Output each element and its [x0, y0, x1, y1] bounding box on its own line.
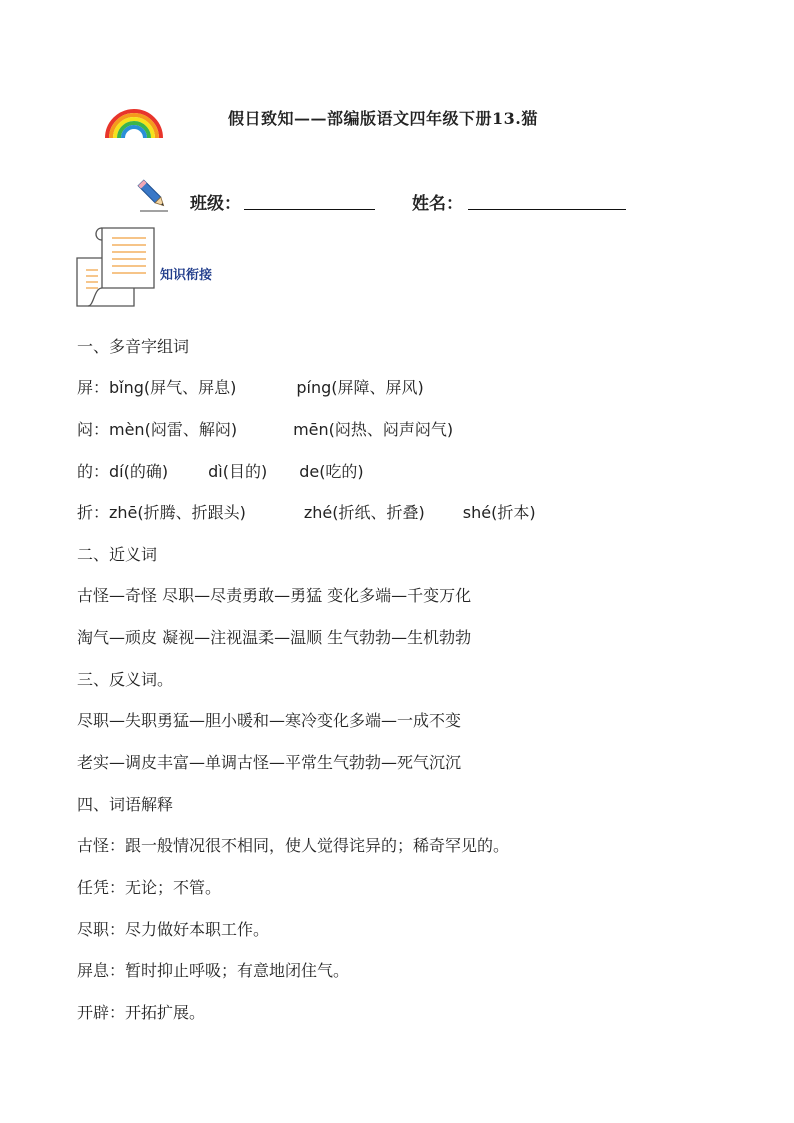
polyphonic-line-1 [77, 377, 424, 399]
polyphonic-3b: dì(目的) [208, 462, 268, 481]
polyphonic-line-4 [77, 502, 536, 524]
class-label: 班级： [190, 194, 241, 214]
heading-polyphonic: 一、多音字组词 [77, 337, 190, 356]
polyphonic-4b: zhé(折纸、折叠) [303, 503, 425, 522]
synonyms-line-2: 淘气—顽皮 凝视—注视温柔—温顺 生气勃勃—生机勃勃 [77, 628, 472, 647]
scroll-document-icon [74, 226, 158, 310]
definition-kaipi: 开辟：开拓扩展。 [77, 1003, 206, 1022]
antonyms-line-1: 尽职—失职勇猛—胆小暖和—寒冷变化多端—一成不变 [77, 711, 462, 730]
pencil-icon [136, 178, 170, 214]
polyphonic-3c: de(吃的) [299, 462, 364, 481]
polyphonic-1a: 屏：bǐng(屏气、屏息) [77, 378, 237, 397]
rainbow-icon [104, 106, 164, 140]
polyphonic-line-2 [77, 419, 453, 441]
antonyms-line-2: 老实—调皮丰富—单调古怪—平常生气勃勃—死气沉沉 [77, 753, 462, 772]
name-input-line[interactable] [468, 209, 626, 210]
polyphonic-2b: mēn(闷热、闷声闷气) [293, 420, 454, 439]
definition-jinzhi: 尽职：尽力做好本职工作。 [77, 920, 270, 939]
definition-guguai: 古怪：跟一般情况很不相同，使人觉得诧异的；稀奇罕见的。 [77, 836, 510, 855]
definition-pingxi: 屏息：暂时抑止呼吸；有意地闭住气。 [77, 961, 350, 980]
section-tag: 知识衔接 [160, 268, 213, 283]
polyphonic-4c: shé(折本) [462, 503, 536, 522]
polyphonic-line-3 [77, 461, 364, 483]
name-label: 姓名： [412, 194, 463, 214]
polyphonic-4a: 折：zhē(折腾、折跟头) [77, 503, 246, 522]
polyphonic-2a: 闷：mèn(闷雷、解闷) [77, 420, 238, 439]
heading-definitions: 四、词语解释 [77, 795, 174, 814]
definition-renping: 任凭：无论；不管。 [77, 878, 222, 897]
heading-synonyms: 二、近义词 [77, 545, 158, 564]
polyphonic-3a: 的：dí(的确) [77, 462, 169, 481]
synonyms-line-1: 古怪—奇怪 尽职—尽责勇敢—勇猛 变化多端—千变万化 [77, 586, 472, 605]
heading-antonyms: 三、反义词。 [77, 670, 174, 689]
page-title: 假日致知——部编版语文四年级下册13.猫 [228, 109, 538, 128]
class-input-line[interactable] [244, 209, 375, 210]
polyphonic-1b: píng(屏障、屏风) [296, 378, 424, 397]
